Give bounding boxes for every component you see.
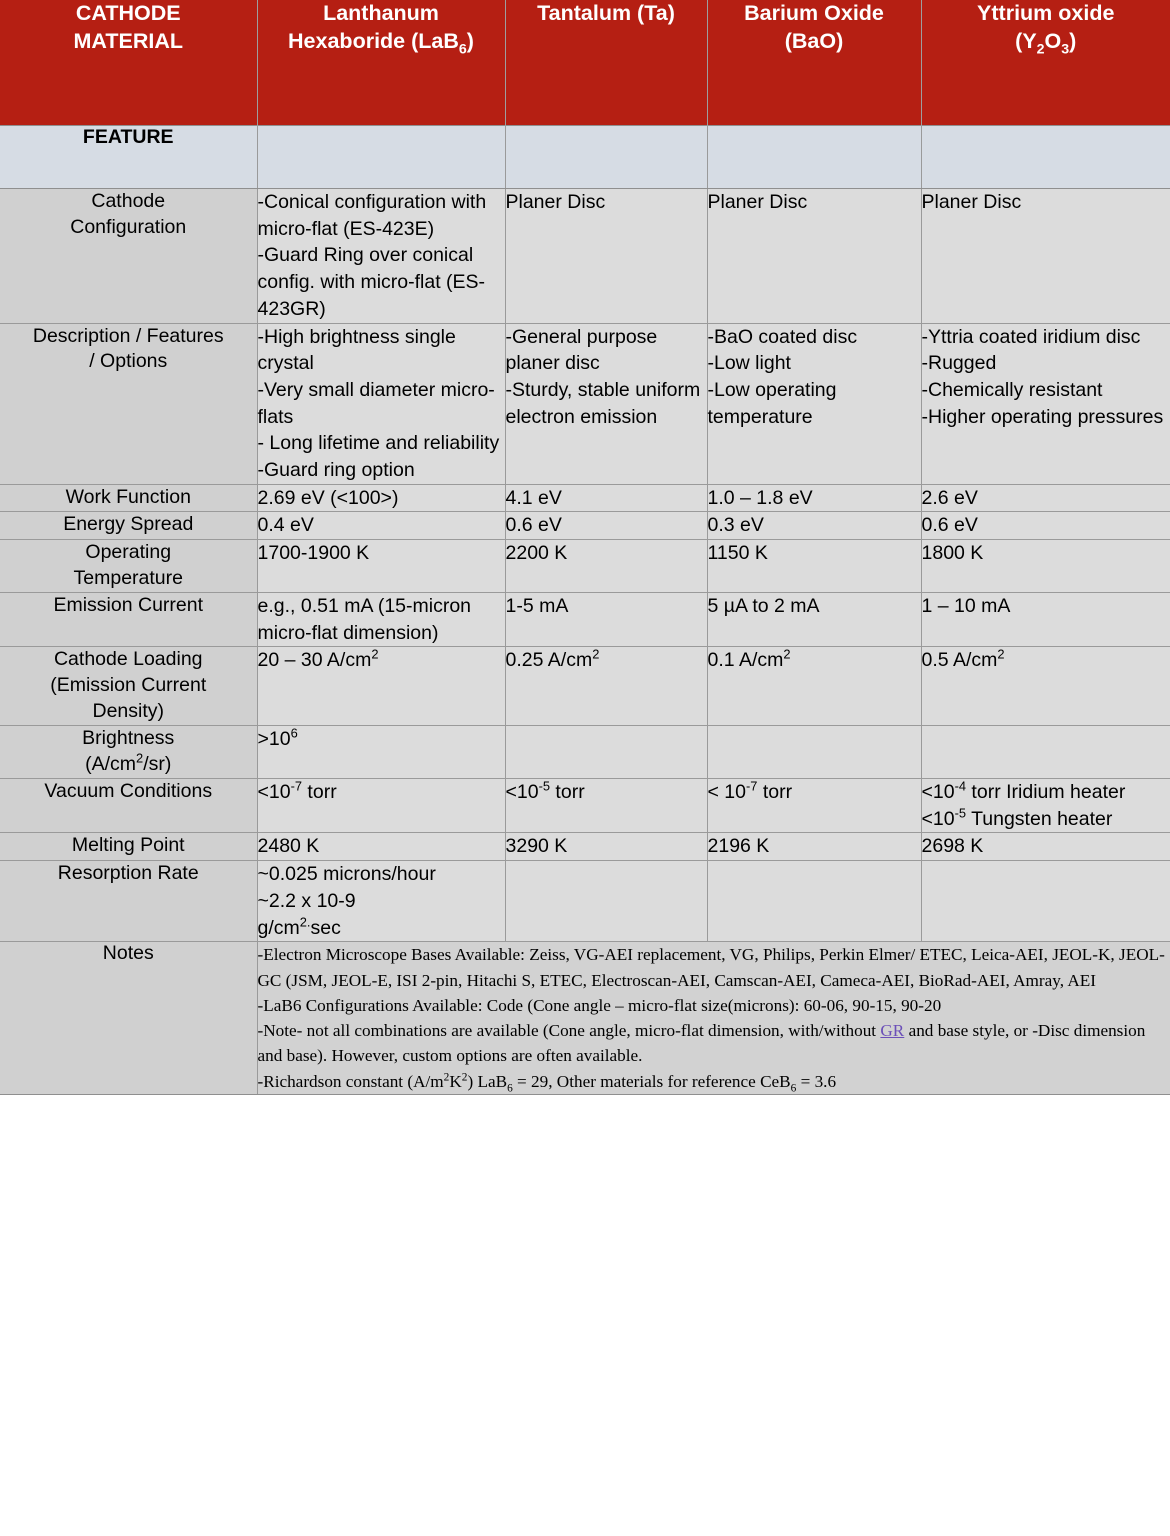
subscript: 6 bbox=[790, 1082, 797, 1095]
superscript: 2. bbox=[299, 914, 311, 930]
cell-ta: 0.6 eV bbox=[505, 512, 707, 540]
superscript: 2 bbox=[136, 750, 144, 766]
label-line: Operating bbox=[85, 541, 172, 564]
table-row bbox=[0, 726, 1170, 779]
header-line: MATERIAL bbox=[73, 28, 183, 53]
value-text: < 10 bbox=[707, 781, 746, 803]
superscript: 2 bbox=[997, 646, 1005, 662]
cell-bao: -BaO coated disc -Low light -Low operating temperature bbox=[707, 323, 921, 484]
header-cathode-material bbox=[0, 0, 257, 126]
feature-band-row bbox=[0, 126, 1170, 189]
superscript: 2 bbox=[461, 1070, 468, 1083]
feature-blank-bao bbox=[707, 126, 921, 189]
header-barium-oxide bbox=[707, 0, 921, 126]
value-text: <10 bbox=[257, 781, 291, 803]
subscript: 6 bbox=[458, 40, 467, 57]
cell-ta: -General purpose planer disc -Sturdy, stable uniform electron emission bbox=[505, 323, 707, 484]
notes-line-1: -Electron Microscope Bases Available: Zeiss, VG-AEI replacement, VG, Philips, Perkin Elmer/ ETEC, Leica-AEI, JEOL-K, JEOL-GC (JSM, JEOL-E, ISI 2-pin, Hitachi S, ETEC, Electroscan-AEI, Camscan-AEI, Cameca-AEI, BioRad-AEI, Amray, AEI bbox=[257, 945, 1165, 990]
table-row bbox=[0, 512, 1170, 540]
header-line: Yttrium oxide bbox=[977, 1, 1115, 25]
cell-y2o3: -Yttria coated iridium disc -Rugged -Chemically resistant -Higher operating pressures bbox=[921, 323, 1170, 484]
label-line: /sr) bbox=[143, 753, 172, 776]
cell-bao: 2196 K bbox=[707, 833, 921, 861]
header-line: (Y bbox=[1015, 28, 1037, 53]
label-line: Description / Features bbox=[32, 324, 224, 347]
cell-ta bbox=[505, 647, 707, 726]
superscript: -7 bbox=[290, 778, 303, 794]
superscript: -5 bbox=[538, 778, 551, 794]
header-line: Barium Oxide bbox=[744, 1, 884, 25]
header-line: O bbox=[1044, 28, 1062, 53]
header-lanthanum-hexaboride bbox=[257, 0, 505, 126]
cell-lab6 bbox=[257, 779, 505, 833]
notes-text: -Richardson constant (A/m bbox=[257, 1071, 444, 1091]
cell-lab6: 2480 K bbox=[257, 833, 505, 861]
cell-y2o3: 2698 K bbox=[921, 833, 1170, 861]
label-line: (Emission Current bbox=[50, 674, 207, 697]
row-label-notes: Notes bbox=[0, 942, 257, 1095]
cell-y2o3: 1 – 10 mA bbox=[921, 592, 1170, 646]
superscript: -7 bbox=[746, 778, 758, 794]
cell-lab6: 0.4 eV bbox=[257, 512, 505, 540]
value-text: <10 bbox=[505, 781, 539, 803]
label-line: / Options bbox=[89, 350, 168, 373]
value-text: <10 bbox=[921, 781, 955, 803]
cell-bao bbox=[707, 726, 921, 779]
header-line: CATHODE bbox=[75, 1, 181, 25]
row-label-vacuum-conditions: Vacuum Conditions bbox=[0, 779, 257, 833]
cell-lab6: 2.69 eV (<100>) bbox=[257, 484, 505, 512]
cell-ta: 1-5 mA bbox=[505, 592, 707, 646]
row-label-resorption-rate: Resorption Rate bbox=[0, 861, 257, 942]
row-label-emission-current: Emission Current bbox=[0, 592, 257, 646]
value-text: 20 – 30 A/cm bbox=[257, 649, 372, 672]
superscript: -5 bbox=[954, 805, 967, 821]
cell-bao bbox=[707, 861, 921, 942]
header-line: Lanthanum bbox=[323, 1, 439, 25]
cell-lab6: -High brightness single crystal -Very small diameter micro-flats - Long lifetime and reliability -Guard ring option bbox=[257, 323, 505, 484]
cell-lab6 bbox=[257, 647, 505, 726]
table-row bbox=[0, 189, 1170, 324]
label-line: (A/cm bbox=[85, 753, 137, 776]
cell-lab6: -Conical configuration with micro-flat (ES-423E) -Guard Ring over conical config. with micro-flat (ES-423GR) bbox=[257, 189, 505, 324]
feature-label: FEATURE bbox=[0, 126, 257, 189]
superscript: 2 bbox=[783, 646, 791, 662]
subscript: 2 bbox=[1036, 40, 1045, 57]
notes-text: = 29, Other materials for reference CeB bbox=[512, 1071, 791, 1091]
notes-line-3 bbox=[258, 1018, 1170, 1069]
notes-text: and base style, or -Disc dimension and base). However, custom options are often available. bbox=[257, 1021, 1146, 1066]
cell-ta: 4.1 eV bbox=[505, 484, 707, 512]
row-label-description-features-options bbox=[0, 323, 257, 484]
notes-line-2: -LaB6 Configurations Available: Code (Cone angle – micro-flat size(microns): 60-06, 90-15, 90-20 bbox=[257, 995, 942, 1015]
gr-spellcheck-mark: GR bbox=[880, 1021, 905, 1041]
cell-ta: 2200 K bbox=[505, 540, 707, 593]
table-row bbox=[0, 592, 1170, 646]
value-text: torr bbox=[757, 781, 793, 803]
label-line: Configuration bbox=[70, 215, 187, 238]
row-label-brightness bbox=[0, 726, 257, 779]
cell-bao: 1.0 – 1.8 eV bbox=[707, 484, 921, 512]
header-line: (BaO) bbox=[784, 28, 844, 53]
header-line: Hexaboride (LaB bbox=[288, 28, 459, 53]
cell-y2o3 bbox=[921, 861, 1170, 942]
cell-y2o3 bbox=[921, 779, 1170, 833]
header-yttrium-oxide bbox=[921, 0, 1170, 126]
cell-bao bbox=[707, 779, 921, 833]
subscript: 3 bbox=[1061, 40, 1070, 57]
value-text: torr bbox=[302, 781, 337, 803]
cell-lab6: e.g., 0.51 mA (15-micron micro-flat dimension) bbox=[257, 592, 505, 646]
cell-ta bbox=[505, 861, 707, 942]
cell-y2o3: 0.6 eV bbox=[921, 512, 1170, 540]
row-label-cathode-loading bbox=[0, 647, 257, 726]
feature-blank-lab6 bbox=[257, 126, 505, 189]
table-row bbox=[0, 647, 1170, 726]
cell-y2o3: 2.6 eV bbox=[921, 484, 1170, 512]
value-text: Tungsten heater bbox=[966, 807, 1113, 830]
header-line: ) bbox=[1069, 28, 1077, 53]
notes-text: ) LaB bbox=[467, 1071, 508, 1091]
superscript: 2 bbox=[443, 1070, 450, 1083]
superscript: 2 bbox=[371, 646, 379, 662]
label-line: Brightness bbox=[82, 727, 175, 750]
label-line: Cathode bbox=[91, 190, 166, 212]
notes-row bbox=[0, 942, 1170, 1095]
superscript: 2 bbox=[592, 646, 600, 662]
cell-lab6 bbox=[257, 861, 505, 942]
table-header-row bbox=[0, 0, 1170, 126]
notes-line-4 bbox=[258, 1069, 1170, 1094]
value-text: 0.1 A/cm bbox=[707, 649, 784, 672]
superscript: 6 bbox=[290, 725, 298, 741]
row-label-operating-temperature bbox=[0, 540, 257, 593]
cell-y2o3: Planer Disc bbox=[921, 189, 1170, 324]
value-text: torr bbox=[550, 781, 585, 803]
cell-lab6: 1700-1900 K bbox=[257, 540, 505, 593]
row-label-work-function: Work Function bbox=[0, 484, 257, 512]
table-row bbox=[0, 540, 1170, 593]
cell-ta: Planer Disc bbox=[505, 189, 707, 324]
feature-blank-ta bbox=[505, 126, 707, 189]
cell-bao: Planer Disc bbox=[707, 189, 921, 324]
cell-bao: 5 µA to 2 mA bbox=[707, 592, 921, 646]
value-text: g/cm bbox=[257, 916, 300, 939]
value-text: <10 bbox=[921, 807, 955, 830]
row-label-energy-spread: Energy Spread bbox=[0, 512, 257, 540]
notes-text: -Note- not all combinations are available (Cone angle, micro-flat dimension, with/without bbox=[257, 1021, 881, 1041]
value-text: 0.25 A/cm bbox=[505, 649, 593, 672]
notes-text: = 3.6 bbox=[796, 1071, 837, 1091]
superscript: -4 bbox=[954, 778, 967, 794]
header-line: Tantalum (Ta) bbox=[537, 1, 675, 25]
value-text: >10 bbox=[257, 728, 291, 751]
label-line: Cathode Loading bbox=[53, 648, 203, 671]
cell-y2o3: 1800 K bbox=[921, 540, 1170, 593]
value-text: torr Iridium heater bbox=[966, 781, 1126, 803]
table-row bbox=[0, 484, 1170, 512]
cell-ta: 3290 K bbox=[505, 833, 707, 861]
header-tantalum bbox=[505, 0, 707, 126]
cell-bao bbox=[707, 647, 921, 726]
row-label-cathode-configuration bbox=[0, 189, 257, 324]
label-line: Temperature bbox=[73, 567, 183, 590]
label-line: Density) bbox=[92, 700, 165, 723]
cell-bao: 1150 K bbox=[707, 540, 921, 593]
cell-y2o3 bbox=[921, 726, 1170, 779]
notes-content bbox=[257, 942, 1170, 1095]
cell-lab6 bbox=[257, 726, 505, 779]
table-row bbox=[0, 861, 1170, 942]
value-text: 0.5 A/cm bbox=[921, 649, 998, 672]
subscript: 6 bbox=[507, 1082, 513, 1095]
header-line: ) bbox=[466, 28, 474, 53]
value-text: sec bbox=[310, 916, 341, 939]
row-label-melting-point: Melting Point bbox=[0, 833, 257, 861]
cell-y2o3 bbox=[921, 647, 1170, 726]
feature-blank-y2o3 bbox=[921, 126, 1170, 189]
table-row bbox=[0, 779, 1170, 833]
cell-ta bbox=[505, 779, 707, 833]
table-row bbox=[0, 323, 1170, 484]
value-text: ~0.025 microns/hour bbox=[257, 863, 436, 886]
cell-bao: 0.3 eV bbox=[707, 512, 921, 540]
value-text: ~2.2 x 10-9 bbox=[257, 889, 356, 912]
table-row bbox=[0, 833, 1170, 861]
cell-ta bbox=[505, 726, 707, 779]
notes-text: K bbox=[449, 1071, 462, 1091]
